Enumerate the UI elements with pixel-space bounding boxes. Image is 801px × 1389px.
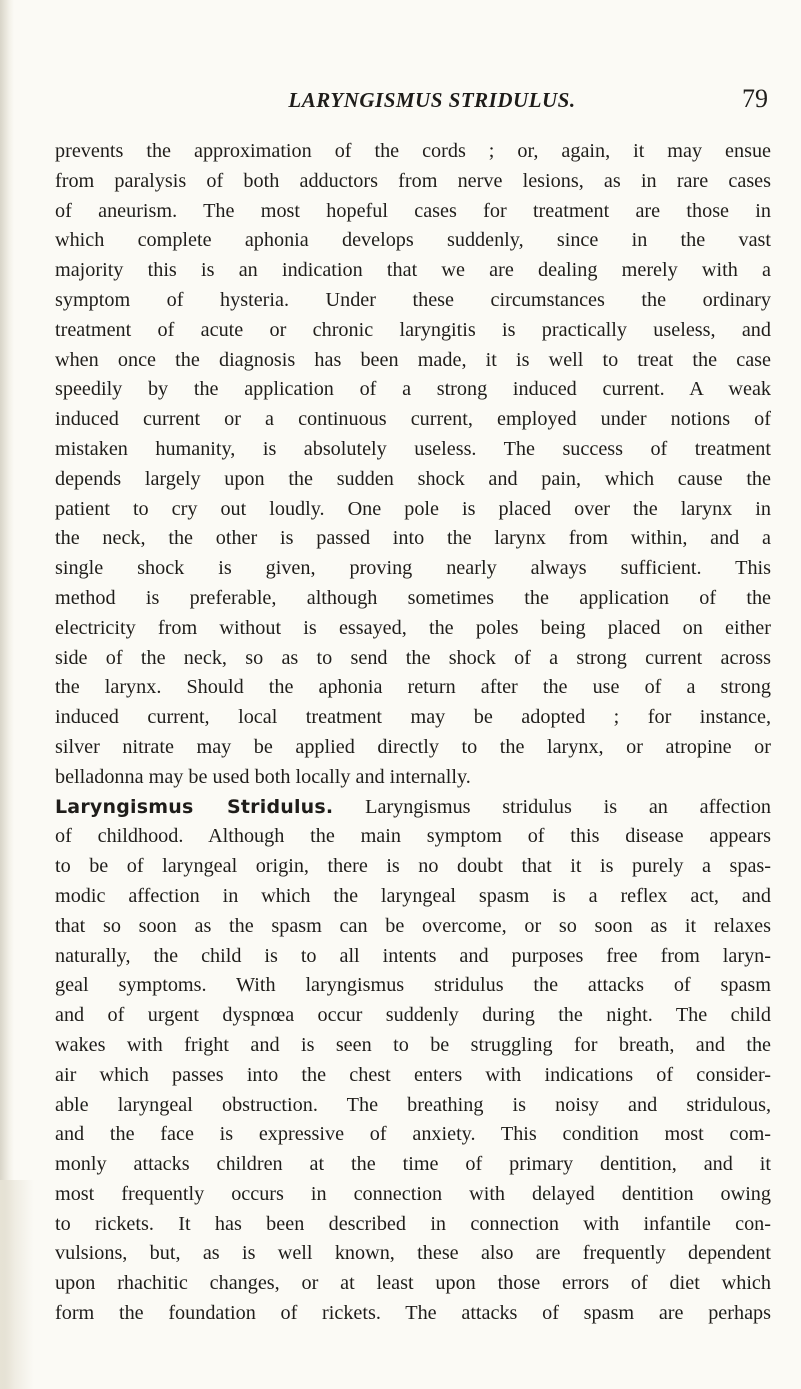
text-line: modic affection in which the laryngeal spasm is a reflex act, and — [55, 884, 771, 907]
text-line: form the foundation of rickets. The attacks of spasm are perhaps — [55, 1302, 771, 1325]
text-line: symptom of hysteria. Under these circumstances the ordinary — [55, 288, 771, 311]
text-line: prevents the approximation of the cords ; or, again, it may ensue — [55, 140, 771, 162]
text-line: upon rhachitic changes, or at least upon those errors of diet which — [55, 1272, 771, 1295]
text-line: able laryngeal obstruction. The breathing is noisy and stridulous, — [55, 1093, 771, 1116]
text-line: vulsions, but, as is well known, these also are frequently dependent — [55, 1242, 771, 1265]
text-line: the larynx. Should the aphonia return after the use of a strong — [55, 676, 771, 699]
text-line: majority this is an indication that we are dealing merely with a — [55, 259, 771, 282]
text-line: when once the diagnosis has been made, it is well to treat the case — [55, 348, 771, 371]
text-line: induced current, local treatment may be adopted ; for instance, — [55, 706, 771, 729]
text-line: which complete aphonia develops suddenly, since in the vast — [55, 229, 771, 252]
body-text — [55, 137, 771, 1329]
text-line: method is preferable, although sometimes the application of the — [55, 586, 771, 609]
text-line: and the face is expressive of anxiety. This condition most com- — [55, 1123, 771, 1146]
text-line: of aneurism. The most hopeful cases for treatment are those in — [55, 199, 771, 222]
text-line: naturally, the child is to all intents and purposes free from laryn- — [55, 944, 771, 967]
text-line: from paralysis of both adductors from nerve lesions, as in rare cases — [55, 169, 771, 192]
text-line: belladonna may be used both locally and internally. — [55, 765, 471, 788]
text-line: of childhood. Although the main symptom of this disease appears — [55, 825, 771, 848]
text-line: the neck, the other is passed into the larynx from within, and a — [55, 527, 771, 550]
section-heading: Laryngismus Stridulus. — [55, 795, 334, 818]
text-line: geal symptoms. With laryngismus stridulus the attacks of spasm — [55, 974, 771, 997]
text-line: induced current or a continuous current, employed under notions of — [55, 408, 771, 431]
running-head: LARYNGISMUS STRIDULUS. — [288, 88, 576, 112]
text-line: wakes with fright and is seen to be struggling for breath, and the — [55, 1033, 771, 1056]
text-line: patient to cry out loudly. One pole is placed over the larynx in — [55, 497, 771, 520]
text-line: air which passes into the chest enters with indications of consider- — [55, 1063, 771, 1086]
page-edge-stain — [0, 1180, 34, 1389]
text-line: speedily by the application of a strong induced current. A weak — [55, 378, 771, 401]
text-line: to be of laryngeal origin, there is no doubt that it is purely a spas- — [55, 855, 771, 878]
section-first-line — [55, 793, 771, 823]
text-line: electricity from without is essayed, the poles being placed on either — [55, 616, 771, 639]
text-line: monly attacks children at the time of primary dentition, and it — [55, 1153, 771, 1176]
text-line: side of the neck, so as to send the shock of a strong current across — [55, 646, 771, 669]
text-line: and of urgent dyspnœa occur suddenly during the night. The child — [55, 1004, 771, 1027]
text-line: mistaken humanity, is absolutely useless. The success of treatment — [55, 437, 771, 460]
text-line: most frequently occurs in connection with delayed dentition owing — [55, 1182, 771, 1205]
text-line: silver nitrate may be applied directly to the larynx, or atropine or — [55, 735, 771, 758]
page-header — [56, 84, 768, 124]
text-line: treatment of acute or chronic laryngitis is practically useless, and — [55, 318, 771, 341]
text-line: to rickets. It has been described in connection with infantile con- — [55, 1212, 771, 1235]
page-number: 79 — [742, 84, 768, 113]
text-line: that so soon as the spasm can be overcome, or so soon as it relaxes — [55, 914, 771, 937]
text-line: single shock is given, proving nearly always sufficient. This — [55, 557, 771, 580]
section-first-line-text: Laryngismus stridulus is an affection — [365, 795, 772, 818]
text-line: depends largely upon the sudden shock and pain, which cause the — [55, 467, 771, 490]
